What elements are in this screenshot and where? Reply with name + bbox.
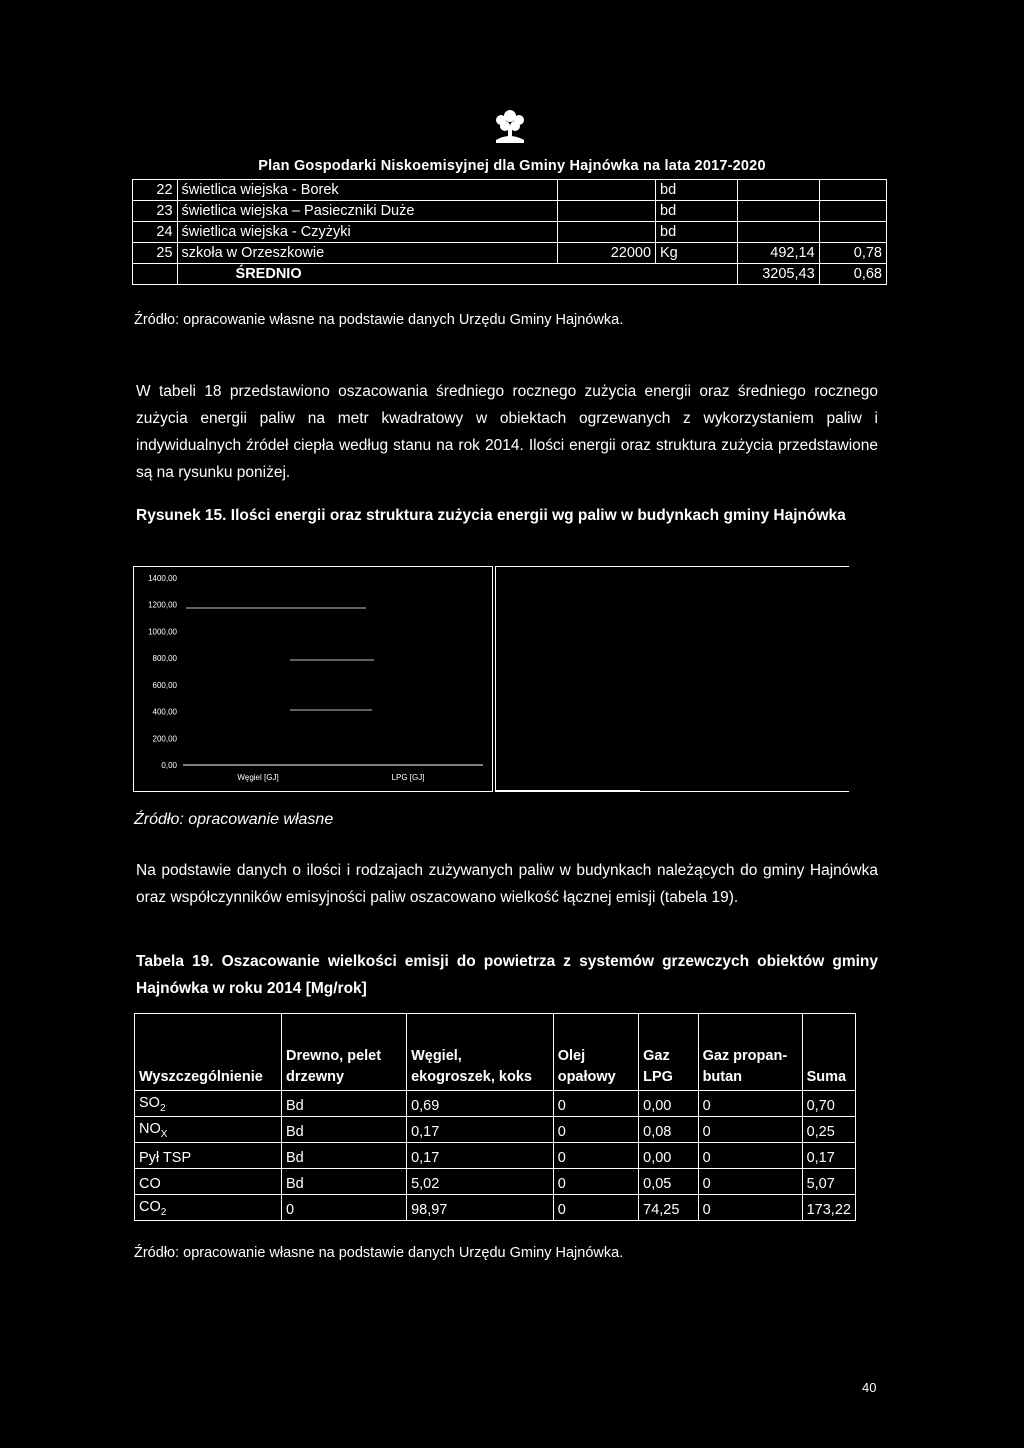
average-row [133, 264, 887, 285]
pollutant-label [135, 1169, 282, 1195]
pollutant-subscript: 2 [160, 1207, 167, 1218]
average-value-2: 0,68 [819, 264, 886, 285]
y-tick-label: 0,00 [161, 761, 177, 770]
paragraph-emission: Na podstawie danych o ilości i rodzajach zużywanych paliw w budynkach należących do gminy Hajnówka oraz współczynników emisyjności paliw oszacowano wielkość łącznej emisji (tabela 19). [136, 862, 878, 906]
cell-unit: bd [656, 222, 738, 243]
cell-name: świetlica wiejska - Czyżyki [177, 222, 557, 243]
y-tick-label: 400,00 [152, 707, 177, 717]
table19-source: Źródło: opracowanie własne na podstawie danych Urzędu Gminy Hajnówka. [134, 1245, 624, 1261]
pollutant-label [135, 1117, 282, 1143]
cell-unit: bd [656, 180, 738, 201]
header-cell: Suma [802, 1014, 855, 1091]
pollutant-name: CO [139, 1176, 161, 1192]
pollutant-subscript: X [160, 1129, 168, 1140]
table18-source: Źródło: opracowanie własne na podstawie danych Urzędu Gminy Hajnówka. [134, 312, 624, 328]
value-cell: Bd [282, 1117, 407, 1143]
value-cell: 0,70 [802, 1091, 855, 1117]
table-row [135, 1117, 856, 1143]
value-cell: 0,17 [407, 1143, 554, 1169]
value-cell: 5,07 [802, 1169, 855, 1195]
header-cell: Gaz propan-butan [698, 1014, 802, 1091]
table-row [133, 201, 887, 222]
table-header-row [135, 1014, 856, 1091]
pollutant-label [135, 1195, 282, 1221]
table-row [135, 1195, 856, 1221]
table-row [135, 1169, 856, 1195]
value-cell: 0,00 [639, 1091, 698, 1117]
pollutant-name: CO [139, 1199, 161, 1216]
value-cell: 0 [282, 1195, 407, 1221]
pollutant-name: NO [139, 1121, 161, 1138]
value-cell: 0,05 [639, 1169, 698, 1195]
pollutant-name: SO [139, 1095, 160, 1112]
cell-n: 23 [133, 201, 178, 222]
value-cell: 0 [698, 1169, 802, 1195]
value-cell: 0 [698, 1143, 802, 1169]
cell-v1 [737, 201, 819, 222]
figure-source: Źródło: opracowanie własne [134, 811, 334, 828]
cell-val [557, 201, 655, 222]
table-row [135, 1091, 856, 1117]
cell-v1 [737, 222, 819, 243]
cell-v2: 0,78 [819, 243, 886, 264]
x-category-label: Węgiel [GJ] [237, 773, 279, 782]
paragraph-intro: W tabeli 18 przedstawiono oszacowania średniego rocznego zużycia energii oraz średniego rocznego zużycia energii paliw na metr kwadratowy w obiektach ogrzewanych z wykorzystaniem paliw i indywidualnych źródeł ciepła według stanu na rok 2014. Ilości energii oraz struktura zużycia przedstawione są na rysunku poniżej. [136, 383, 878, 481]
cell-name: świetlica wiejska – Pasieczniki Duże [177, 201, 557, 222]
energy-table-continuation [132, 179, 887, 285]
y-tick-label: 1000,00 [148, 627, 177, 637]
table19-title: Tabela 19. Oszacowanie wielkości emisji do powietrza z systemów grzewczych obiektów gminy Hajnówka w roku 2014 [Mg/rok] [136, 953, 878, 997]
value-cell: 0 [698, 1195, 802, 1221]
value-cell: 0,17 [802, 1143, 855, 1169]
cell-v2 [819, 222, 886, 243]
pollutant-name: Pył TSP [139, 1150, 192, 1166]
value-cell: 98,97 [407, 1195, 554, 1221]
cell-val: 22000 [557, 243, 655, 264]
value-cell: 0,00 [639, 1143, 698, 1169]
header-cell: Węgiel, ekogroszek, koks [407, 1014, 554, 1091]
tree-logo-icon [486, 106, 534, 146]
energy-chart [133, 566, 493, 792]
table-row [133, 222, 887, 243]
header-cell: Drewno, pelet drzewny [282, 1014, 407, 1091]
pollutant-label [135, 1091, 282, 1117]
value-cell: 0 [553, 1195, 638, 1221]
header-cell: Gaz LPG [639, 1014, 698, 1091]
value-cell: 173,22 [802, 1195, 855, 1221]
average-label: ŚREDNIO [177, 264, 737, 285]
cell-n: 25 [133, 243, 178, 264]
average-value-1: 3205,43 [737, 264, 819, 285]
cell-unit: bd [656, 201, 738, 222]
y-tick-label: 1200,00 [148, 600, 177, 610]
cell-v2 [819, 201, 886, 222]
cell-v1 [737, 180, 819, 201]
document-header: Plan Gospodarki Niskoemisyjnej dla Gminy Hajnówka na lata 2017-2020 [258, 158, 766, 174]
value-cell: 74,25 [639, 1195, 698, 1221]
pollutant-label [135, 1143, 282, 1169]
structure-chart-baseline [495, 790, 640, 791]
page-number: 40 [862, 1380, 877, 1395]
header-cell: Wyszczególnienie [135, 1014, 282, 1091]
header-cell: Olej opałowy [553, 1014, 638, 1091]
figure-title: Rysunek 15. Ilości energii oraz struktura zużycia energii wg paliw w budynkach gminy Hajnówka [136, 507, 846, 524]
y-tick-label: 600,00 [152, 680, 177, 690]
value-cell: Bd [282, 1169, 407, 1195]
y-tick-label: 1400,00 [148, 574, 177, 583]
value-cell: 0 [553, 1117, 638, 1143]
value-cell: 0 [553, 1143, 638, 1169]
value-cell: Bd [282, 1091, 407, 1117]
cell-val [557, 222, 655, 243]
pollutant-subscript: 2 [159, 1103, 166, 1114]
value-cell: 0,25 [802, 1117, 855, 1143]
emission-table [134, 1013, 856, 1221]
value-cell: 0 [553, 1169, 638, 1195]
table-row [135, 1143, 856, 1169]
y-tick-label: 200,00 [152, 734, 177, 744]
table-row [133, 180, 887, 201]
y-tick-label: 800,00 [152, 654, 177, 664]
cell-name: szkoła w Orzeszkowie [177, 243, 557, 264]
value-cell: 0 [553, 1091, 638, 1117]
cell-n: 22 [133, 180, 178, 201]
x-category-label: LPG [GJ] [391, 773, 425, 782]
value-cell: 0,69 [407, 1091, 554, 1117]
value-cell: 0 [698, 1117, 802, 1143]
value-cell: 0 [698, 1091, 802, 1117]
value-cell: 0,08 [639, 1117, 698, 1143]
value-cell: Bd [282, 1143, 407, 1169]
cell-val [557, 180, 655, 201]
cell-name: świetlica wiejska - Borek [177, 180, 557, 201]
value-cell: 0,17 [407, 1117, 554, 1143]
cell-unit: Kg [656, 243, 738, 264]
cell-v2 [819, 180, 886, 201]
value-cell: 5,02 [407, 1169, 554, 1195]
table-row [133, 243, 887, 264]
chart-frame [134, 567, 493, 792]
structure-chart-frame [495, 566, 849, 792]
cell-v1: 492,14 [737, 243, 819, 264]
cell-n: 24 [133, 222, 178, 243]
